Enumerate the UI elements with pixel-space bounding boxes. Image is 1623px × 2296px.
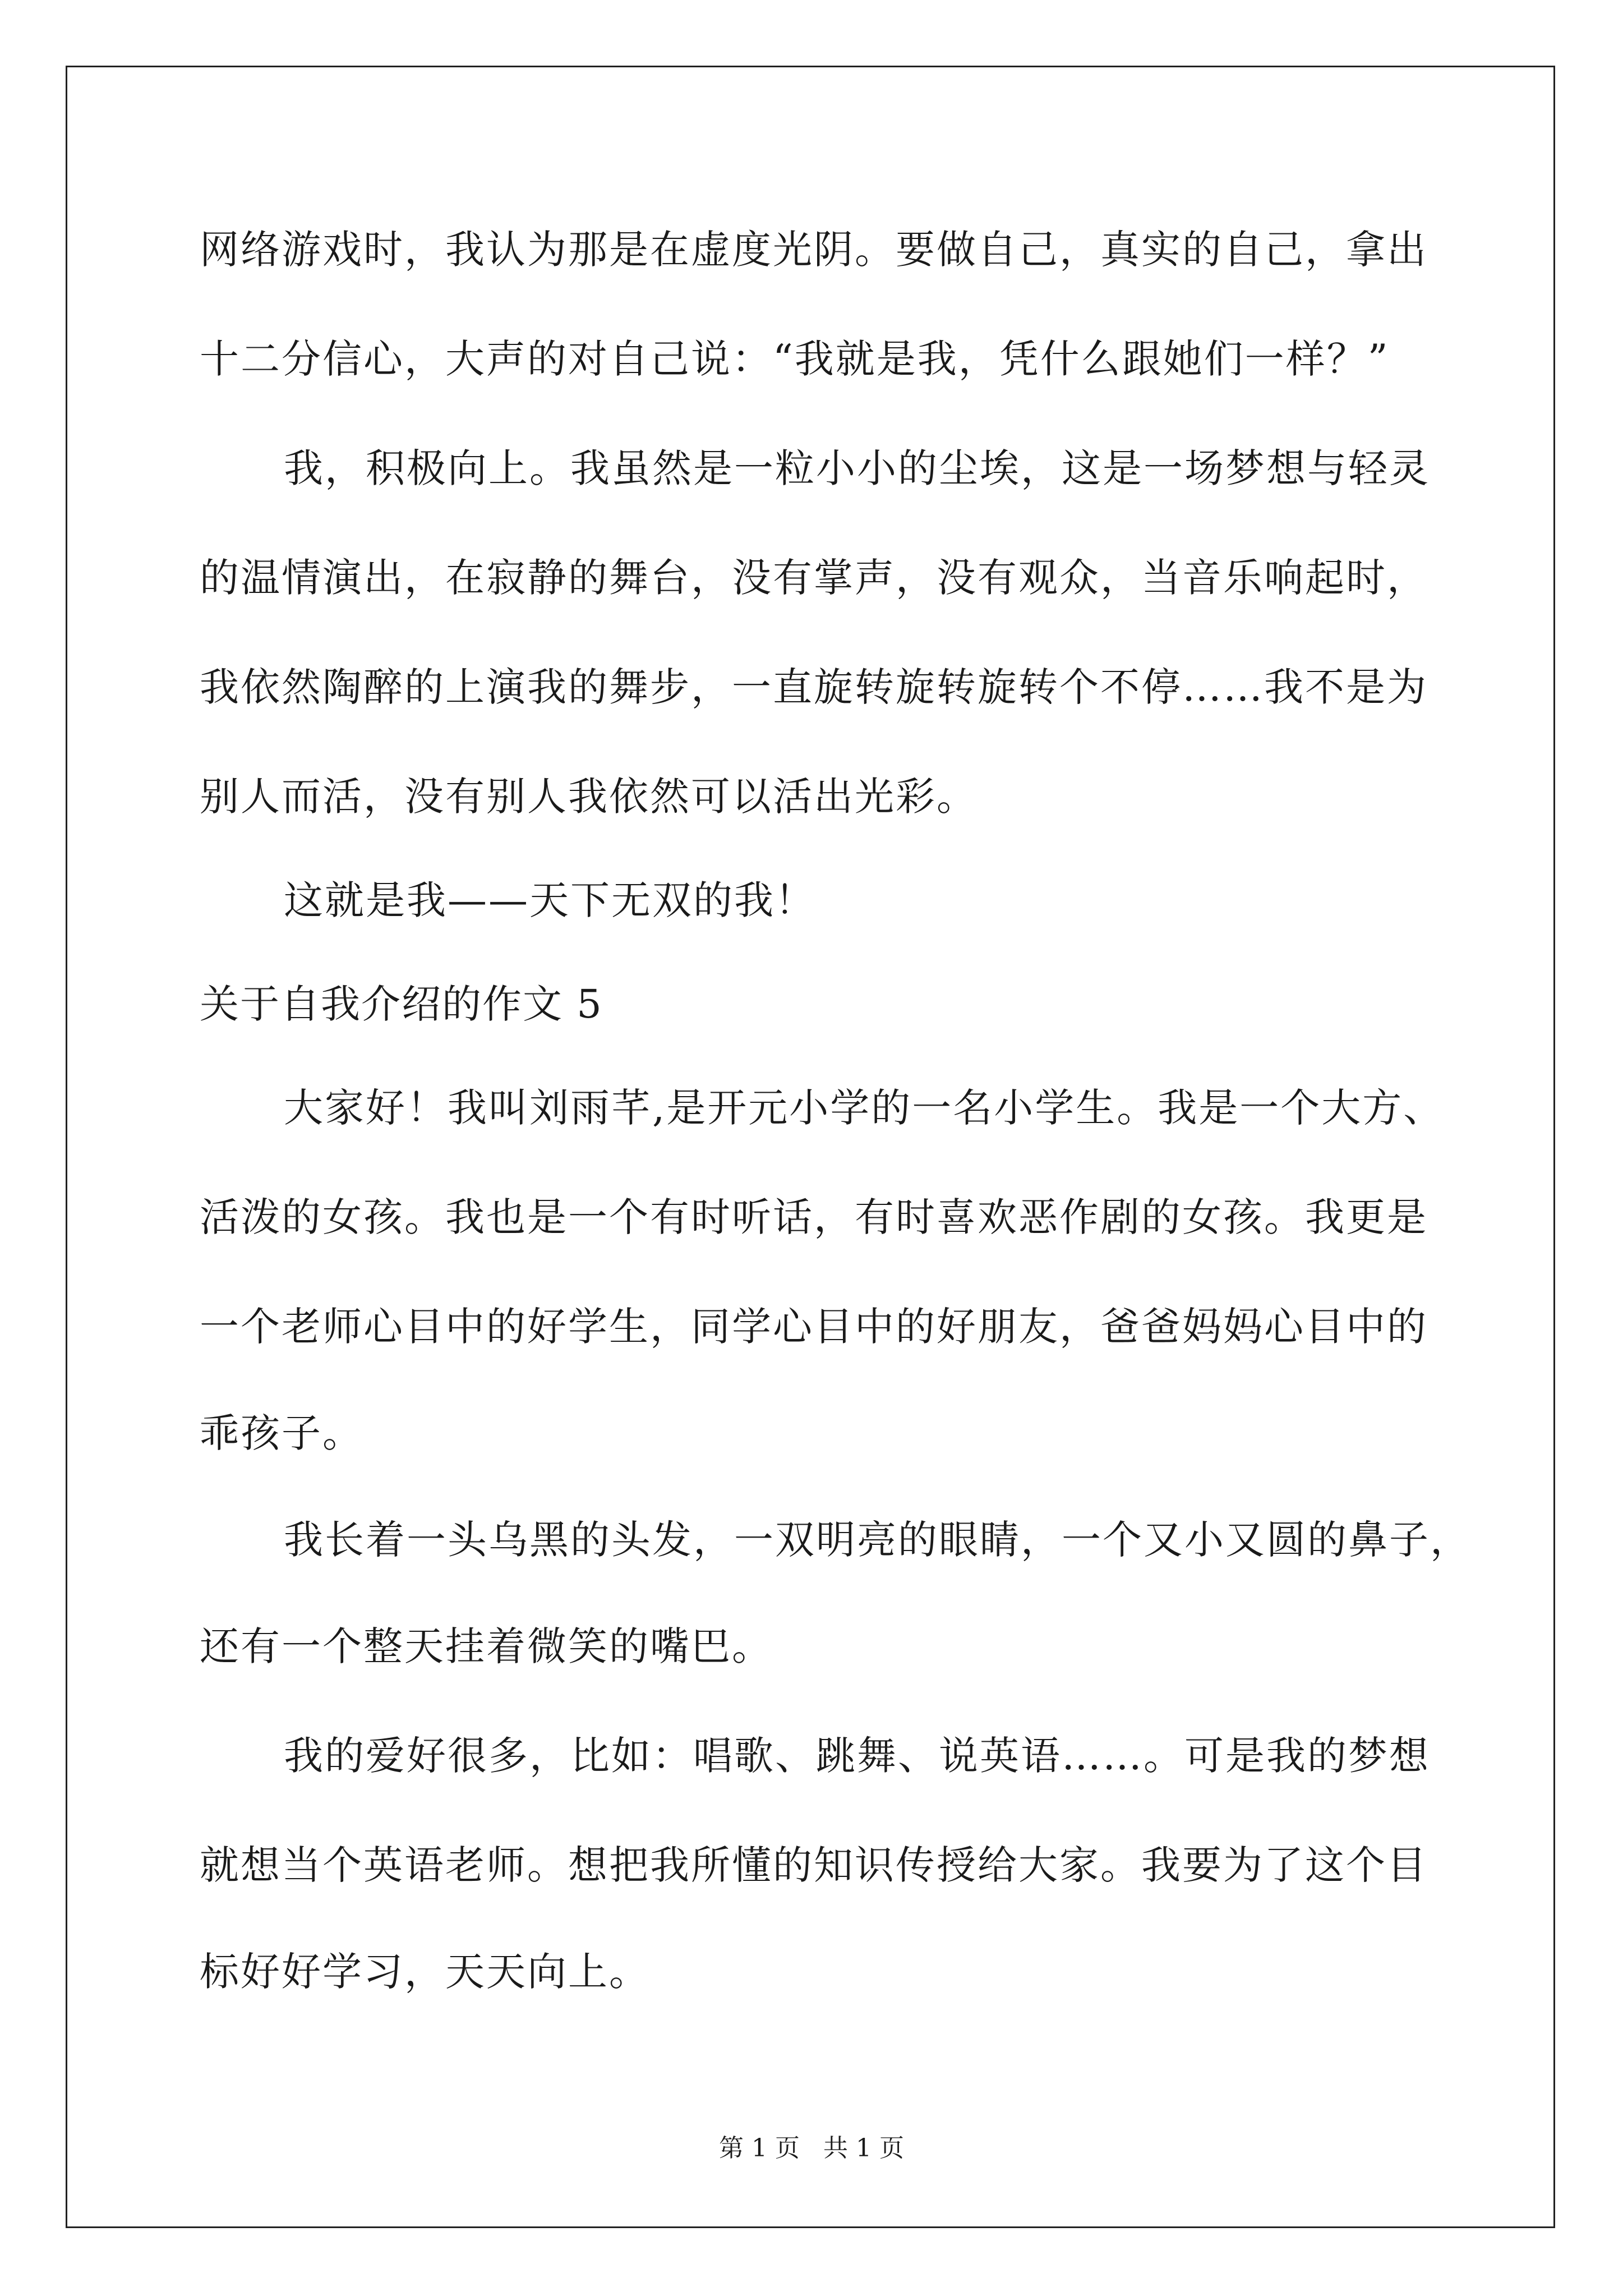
body-line: 我的爱好很多，比如：唱歌、跳舞、说英语……。可是我的梦想 <box>284 1733 1430 1779</box>
body-line: 十二分信心，大声的对自己说：“我就是我，凭什么跟她们一样？” <box>200 336 1390 382</box>
body-line: 我依然陶醉的上演我的舞步，一直旋转旋转旋转个不停……我不是为 <box>200 664 1428 710</box>
section-heading: 关于自我介绍的作文 5 <box>200 981 603 1027</box>
body-line: 一个老师心目中的好学生，同学心目中的好朋友，爸爸妈妈心目中的 <box>200 1304 1428 1350</box>
page-frame <box>66 66 1555 2228</box>
page-number-footer: 第 1 页 共 1 页 <box>719 2134 904 2162</box>
body-line: 这就是我——天下无双的我！ <box>284 877 816 923</box>
body-line: 别人而活，没有别人我依然可以活出光彩。 <box>200 774 978 820</box>
body-line: 网络游戏时，我认为那是在虚度光阴。要做自己，真实的自己，拿出 <box>200 227 1428 273</box>
body-line: 还有一个整天挂着微笑的嘴巴。 <box>200 1623 773 1669</box>
body-line: 就想当个英语老师。想把我所懂的知识传授给大家。我要为了这个目 <box>200 1842 1428 1888</box>
body-line: 乖孩子。 <box>200 1410 363 1456</box>
body-line: 大家好！我叫刘雨芊,是开元小学的一名小学生。我是一个大方、 <box>284 1085 1445 1131</box>
body-line: 我，积极向上。我虽然是一粒小小的尘埃，这是一场梦想与轻灵 <box>284 445 1430 491</box>
body-line: 标好好学习，天天向上。 <box>200 1949 650 1995</box>
body-line: 我长着一头乌黑的头发，一双明亮的眼睛，一个又小又圆的鼻子， <box>284 1517 1471 1563</box>
body-line: 的温情演出，在寂静的舞台，没有掌声，没有观众，当音乐响起时， <box>200 555 1428 601</box>
body-line: 活泼的女孩。我也是一个有时听话，有时喜欢恶作剧的女孩。我更是 <box>200 1194 1428 1240</box>
